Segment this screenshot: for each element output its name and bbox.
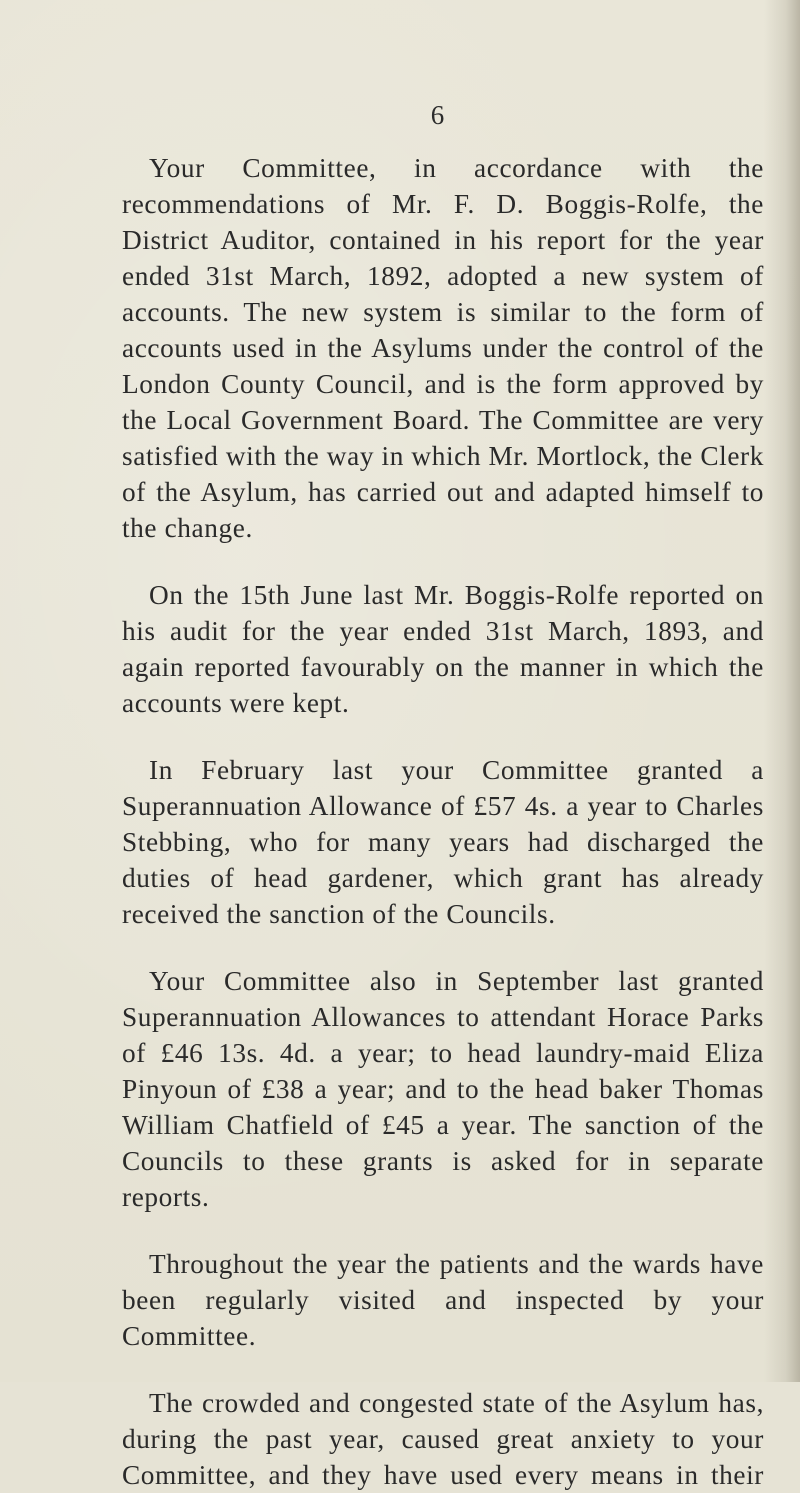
page-number: 6 [430,100,445,130]
paragraph-superannuation-allowances: Your Committee also in September last granted Superannuation Allowances to attendant Horace Parks of £46 13s. 4d. a year; to head laundry-maid Eliza Pinyoun of £38 a year; and to the head baker Thomas William Chatfield of £45 a year. The sanction of the Councils to these grants is asked for in separate reports. [122,966,764,1212]
paragraph-ward-visits: Throughout the year the patients and the wards have been regularly visited and inspected by your Committee. [122,1249,764,1351]
paragraph-superannuation-stebbing: In February last your Committee granted a Superannuation Allowance of £57 4s. a year to Charles Stebbing, who for many years had discharged the duties of head gardener, which grant has already received the sanction of the Councils. [122,755,764,929]
paragraph-crowded-asylum: The crowded and congested state of the Asylum has, during the past year, caused great anxiety to your Committee, and they have used every means in their [122,1388,764,1490]
paragraph-audit-report: On the 15th June last Mr. Boggis-Rolfe reported on his audit for the year ended 31st March, 1893, and again reported favourably on the manner in which the accounts were kept. [122,580,764,718]
paragraph-new-accounts-system: Your Committee, in accordance with the recommendations of Mr. F. D. Boggis-Rolfe, the District Auditor, contained in his report for the year ended 31st March, 1892, adopted a new system of accounts. The new system is similar to the form of accounts used in the Asylums under the control of the London County Council, and is the form approved by the Local Government Board. The Committee are very satisfied with the way in which Mr. Mortlock, the Clerk of the Asylum, has carried out and adapted himself to the change. [122,153,764,543]
page-edge-shadow [764,0,800,1382]
body-text [122,150,764,1493]
